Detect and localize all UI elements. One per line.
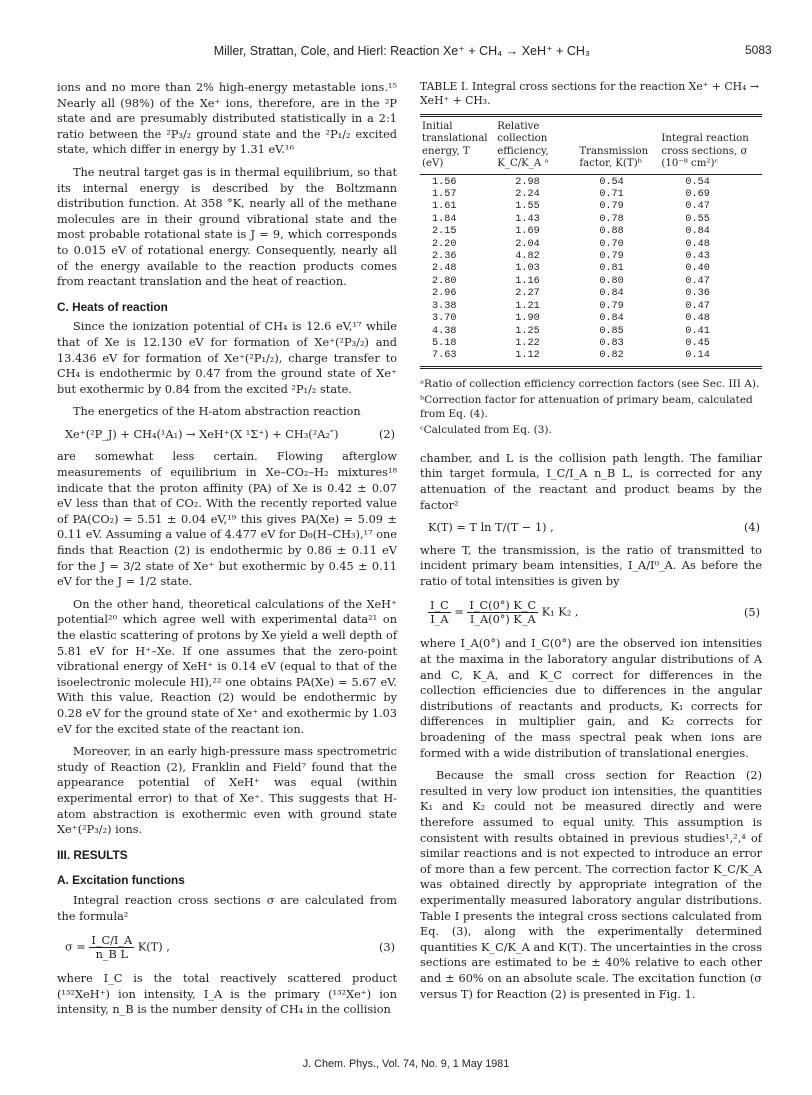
- table-cell: 0.47: [685, 275, 710, 287]
- table-row: [420, 226, 762, 238]
- table-cell: 2.96: [432, 288, 457, 300]
- heading-heats-of-reaction: C. Heats of reaction: [57, 299, 168, 314]
- table-cell: 1.22: [515, 337, 540, 349]
- paragraph-boltzmann: The neutral target gas is in thermal equilibrium, so that its internal energy is described by the Boltzmann distribution function. At 358 °K, nearly all of the methane molecules are in their ground vibrational state and the most probable rotational state is J = 9, which corresponds to 0.015 eV of rotational energy. Consequently, nearly all of the energy available to the reaction products comes from reactant translation and the heat of reaction.: [57, 165, 397, 289]
- table-cell: 0.47: [685, 300, 710, 312]
- table-cell: 0.45: [685, 337, 710, 349]
- table-cell: 0.36: [685, 288, 710, 300]
- equation-2-text: Xe⁺(²P_J) + CH₄(¹A₁) → XeH⁺(X ¹Σ⁺) + CH₃(²A₂″): [65, 427, 339, 441]
- table-cell: 0.80: [599, 275, 624, 287]
- equation-5-mid-denominator: I_A(0°) K_A: [469, 613, 536, 627]
- table-cell: 0.54: [685, 176, 710, 188]
- equation-3-lhs: σ =: [65, 940, 86, 954]
- table-row: [420, 313, 762, 325]
- equation-4-text: K(T) = T ln T/(T − 1) ,: [428, 521, 554, 535]
- table-cell: 2.04: [515, 238, 540, 250]
- table-row: [420, 201, 762, 213]
- paragraph-ions: ions and no more than 2% high-energy metastable ions.¹⁵ Nearly all (98%) of the Xe⁺ ions, therefore, are in the ²P state and are presumably distributed statistically in a 2:1 ratio between the ²P₃/₂ ground state and the ²P₁/₂ excited state, which differ in energy by 1.31 eV.¹⁶: [57, 81, 397, 157]
- footnote-b: ᵇCorrection factor for attenuation of primary beam, calculated from Eq. (4).: [420, 393, 753, 420]
- table-cell: 0.41: [685, 325, 710, 337]
- paragraph-theoretical: On the other hand, theoretical calculations of the XeH⁺ potential²⁰ which agree well with experimental data²¹ on the elastic scattering of protons by Xe yield a well depth of 5.81 eV for H⁺–Xe. If one assumes that the zero-point vibrational energy of XeH⁺ is 0.14 eV (equal to that of the isoelectronic molecule HI),²² one obtains PA(Xe) = 5.67 eV. With this value, Reaction (2) would be endothermic by 0.28 eV for the ground state of Xe⁺ and exothermic by 1.03 eV for the excited state of the reactant ion.: [57, 597, 397, 736]
- table-cell: 2.98: [515, 176, 540, 188]
- table-cell: 0.88: [599, 226, 624, 238]
- table-cell: 5.18: [432, 337, 457, 349]
- table-cell: 0.40: [685, 263, 710, 275]
- paragraph-where-ic: where I_C is the total reactively scattered product (¹³²XeH⁺) ion intensity, I_A is the primary (¹³²Xe⁺) ion intensity, n_B is the number density of CH₄ in the collision: [57, 972, 397, 1017]
- table-row: [420, 239, 762, 251]
- column-header-energy: Initial translational energy, T (eV): [422, 121, 488, 170]
- table-cell: 3.70: [432, 313, 457, 325]
- table-row: [420, 263, 762, 275]
- table-cell: 1.43: [515, 213, 540, 225]
- cross-section-table: [420, 117, 762, 366]
- equation-3-fraction: [89, 934, 134, 961]
- column-header-transmission: Transmission factor, K(T)ᵇ: [579, 145, 649, 170]
- table-footnotes: [420, 377, 762, 437]
- table-cell: 0.78: [599, 213, 624, 225]
- table-cell: 0.84: [599, 313, 624, 325]
- table-cell: 0.55: [685, 213, 710, 225]
- table-cell: 0.48: [685, 238, 710, 250]
- table-row: [420, 214, 762, 226]
- table-cell: 1.56: [432, 176, 457, 188]
- table-row: [420, 338, 762, 350]
- table-cell: 0.69: [685, 189, 710, 201]
- table-row: [420, 251, 762, 263]
- table-cell: 4.38: [432, 325, 457, 337]
- equation-3-denominator: n_B L: [95, 948, 128, 962]
- equation-3-numerator: I_C/I_A: [91, 934, 133, 948]
- table-cell: 2.80: [432, 275, 457, 287]
- table-cell: 0.79: [599, 201, 624, 213]
- table-cell: 1.25: [515, 325, 540, 337]
- table-row: [420, 174, 762, 189]
- equation-5-lhs-numerator: I_C: [430, 599, 449, 613]
- table-cell: 0.47: [685, 201, 710, 213]
- table-cell: 0.84: [599, 288, 624, 300]
- table-cell: 1.84: [432, 213, 457, 225]
- table-header-row: [420, 117, 762, 174]
- table-cell: 2.48: [432, 263, 457, 275]
- table-cell: 0.82: [599, 350, 624, 362]
- table-cell: 0.85: [599, 325, 624, 337]
- running-head: Miller, Strattan, Cole, and Hierl: Reaction Xe⁺ + CH₄ → XeH⁺ + CH₃: [213, 44, 590, 58]
- equation-2: [57, 427, 397, 443]
- equation-5-mid-fraction: [467, 599, 538, 626]
- table-cell: 4.82: [515, 251, 540, 263]
- table-row: [420, 276, 762, 288]
- equation-5-rhs: K₁ K₂ ,: [541, 605, 579, 619]
- table-cell: 1.03: [515, 263, 540, 275]
- table-cell: 0.14: [685, 350, 710, 362]
- equation-3-body: [65, 934, 170, 961]
- footnote-c: ᶜCalculated from Eq. (3).: [420, 423, 552, 436]
- page-header: [0, 0, 812, 70]
- equation-5-body: [428, 599, 578, 626]
- table-cell: 0.54: [599, 176, 624, 188]
- equation-5: [420, 599, 762, 626]
- paragraph-chamber: chamber, and L is the collision path length. The familiar thin target formula, I_C/I_A n_B L, is corrected for any attenuation of the reactant and product beams by the factor²: [420, 451, 762, 512]
- table-cell: 3.38: [432, 300, 457, 312]
- equation-5-mid-numerator: I_C(0°) K_C: [469, 599, 537, 613]
- journal-footer: J. Chem. Phys., Vol. 74, No. 9, 1 May 1981: [302, 1058, 510, 1070]
- heading-excitation-functions: A. Excitation functions: [57, 873, 185, 888]
- paragraph-moreover: Moreover, in an early high-pressure mass spectrometric study of Reaction (2), Franklin and Field⁷ found that the appearance potential of XeH⁺ was equal (within experimental error) to that of Xe⁺. This suggests that H-atom abstraction is exothermic even with ground state Xe⁺(²P₃/₂) ions.: [57, 745, 397, 837]
- footnote-a: ᵃRatio of collection efficiency correction factors (see Sec. III A).: [420, 377, 760, 390]
- table-cell: 0.79: [599, 300, 624, 312]
- table-row: [420, 189, 762, 201]
- table-row: [420, 288, 762, 300]
- table-cell: 1.16: [515, 275, 540, 287]
- table-cell: 0.70: [599, 238, 624, 250]
- equation-4-number: (4): [743, 521, 760, 535]
- heading-results: III. RESULTS: [57, 847, 128, 862]
- table-cell: 2.24: [515, 189, 540, 201]
- table-cell: 1.57: [432, 189, 457, 201]
- table-cell: 0.48: [685, 313, 710, 325]
- paragraph-intensities: where I_A(0°) and I_C(0°) are the observed ion intensities at the maxima in the laboratory angular distributions of A and C, K_A, and K_C correct for differences in the collection efficiencies due to differences in the angular distributions of reactants and products, K₁ corrects for differences in multiplier gain, and K₂ corrects for broadening of the mass spectral peak when ions are formed with a wide distribution of translational energies.: [420, 637, 762, 760]
- table-cell: 0.81: [599, 263, 624, 275]
- equation-2-number: (2): [378, 427, 395, 441]
- table-cell: 1.69: [515, 226, 540, 238]
- table-cell: 1.12: [515, 350, 540, 362]
- equation-3: [57, 934, 397, 961]
- table-cell: 0.79: [599, 251, 624, 263]
- table-bottom-rule: [420, 366, 762, 369]
- table-cell: 2.20: [432, 238, 457, 250]
- table-cell: 0.83: [599, 337, 624, 349]
- equation-3-rhs: K(T) ,: [137, 940, 170, 954]
- paragraph-integral-cross-sections: Integral reaction cross sections σ are calculated from the formula²: [57, 893, 397, 923]
- column-header-efficiency: Relative collection efficiency, K_C/K_A ᵃ: [497, 121, 549, 170]
- right-column: [420, 80, 762, 1009]
- table-body: [420, 174, 762, 366]
- table-row: [420, 350, 762, 365]
- page-number: 5083: [745, 43, 772, 57]
- paragraph-somewhat-less-certain: are somewhat less certain. Flowing afterglow measurements of equilibrium in Xe–CO₂–H₂ mixtures¹⁸ indicate that the proton affinity (PA) of Xe is 0.42 ± 0.07 eV less than that of CO₂. With the recently reported value of PA(CO₂) = 5.51 ± 0.04 eV,¹⁹ this gives PA(Xe) = 5.09 ± 0.11 eV. Assuming a value of 4.477 eV for D₀(H–CH₃),¹⁷ one finds that Reaction (2) is endothermic by 0.86 ± 0.11 eV for the J = 3/2 state of Xe⁺ but exothermic by 0.45 ± 0.11 eV for the J = 1/2 state.: [57, 450, 397, 589]
- column-header-cross-section: Integral reaction cross sections, σ (10⁻⁸ cm²)ᶜ: [661, 133, 749, 170]
- equation-5-lhs-denominator: I_A: [430, 613, 449, 627]
- table-cell: 2.36: [432, 251, 457, 263]
- table-cell: 0.84: [685, 226, 710, 238]
- table-row: [420, 326, 762, 338]
- table-cell: 1.90: [515, 313, 540, 325]
- table-cell: 2.27: [515, 288, 540, 300]
- left-column: [57, 80, 397, 1025]
- equation-5-lhs-fraction: [428, 599, 451, 626]
- equation-4: [420, 520, 762, 536]
- table-cell: 1.21: [515, 300, 540, 312]
- table-cell: 1.55: [515, 201, 540, 213]
- table-cell: 1.61: [432, 201, 457, 213]
- paragraph-transmission: where T, the transmission, is the ratio of transmitted to incident primary beam intensities, I_A/I⁰_A. As before the ratio of total intensities is given by: [420, 543, 762, 588]
- table-cell: 0.71: [599, 189, 624, 201]
- table-caption: TABLE I. Integral cross sections for the reaction Xe⁺ + CH₄ → XeH⁺ + CH₃.: [420, 80, 759, 107]
- table-cell: 7.63: [432, 350, 457, 362]
- paragraph-small-cross-section: Because the small cross section for Reaction (2) resulted in very low product ion intensities, the quantities K₁ and K₂ could not be measured directly and were therefore assumed to equal unity. This assumption is consistent with results obtained in previous studies¹,²,⁴ of similar reactions and is not expected to introduce an error of more than a few percent. The correction factor K_C/K_A was obtained directly by appropriate integration of the experimentally measured laboratory angular distributions. Table I presents the integral cross sections calculated from Eq. (3), along with the experimentally determined quantities K_C/K_A and K(T). The uncertainties in the cross sections are estimated to be ± 40% relative to each other and ± 60% on an absolute scale. The excitation function (σ versus T) for Reaction (2) is presented in Fig. 1.: [420, 769, 762, 1001]
- equation-3-number: (3): [378, 940, 395, 954]
- table-row: [420, 301, 762, 313]
- paragraph-ionization: Since the ionization potential of CH₄ is 12.6 eV,¹⁷ while that of Xe is 12.130 eV for formation of Xe⁺(²P₃/₂) and 13.436 eV for formation of Xe⁺(²P₁/₂), charge transfer to CH₄ is endothermic by 0.47 from the ground state of Xe⁺ but exothermic by 0.84 from the excited ²P₁/₂ state.: [57, 320, 397, 396]
- paragraph-energetics: The energetics of the H-atom abstraction reaction: [73, 405, 361, 419]
- table-cell: 2.15: [432, 226, 457, 238]
- equation-5-number: (5): [743, 606, 760, 620]
- table-cell: 0.43: [685, 251, 710, 263]
- equation-5-equals: =: [454, 605, 468, 619]
